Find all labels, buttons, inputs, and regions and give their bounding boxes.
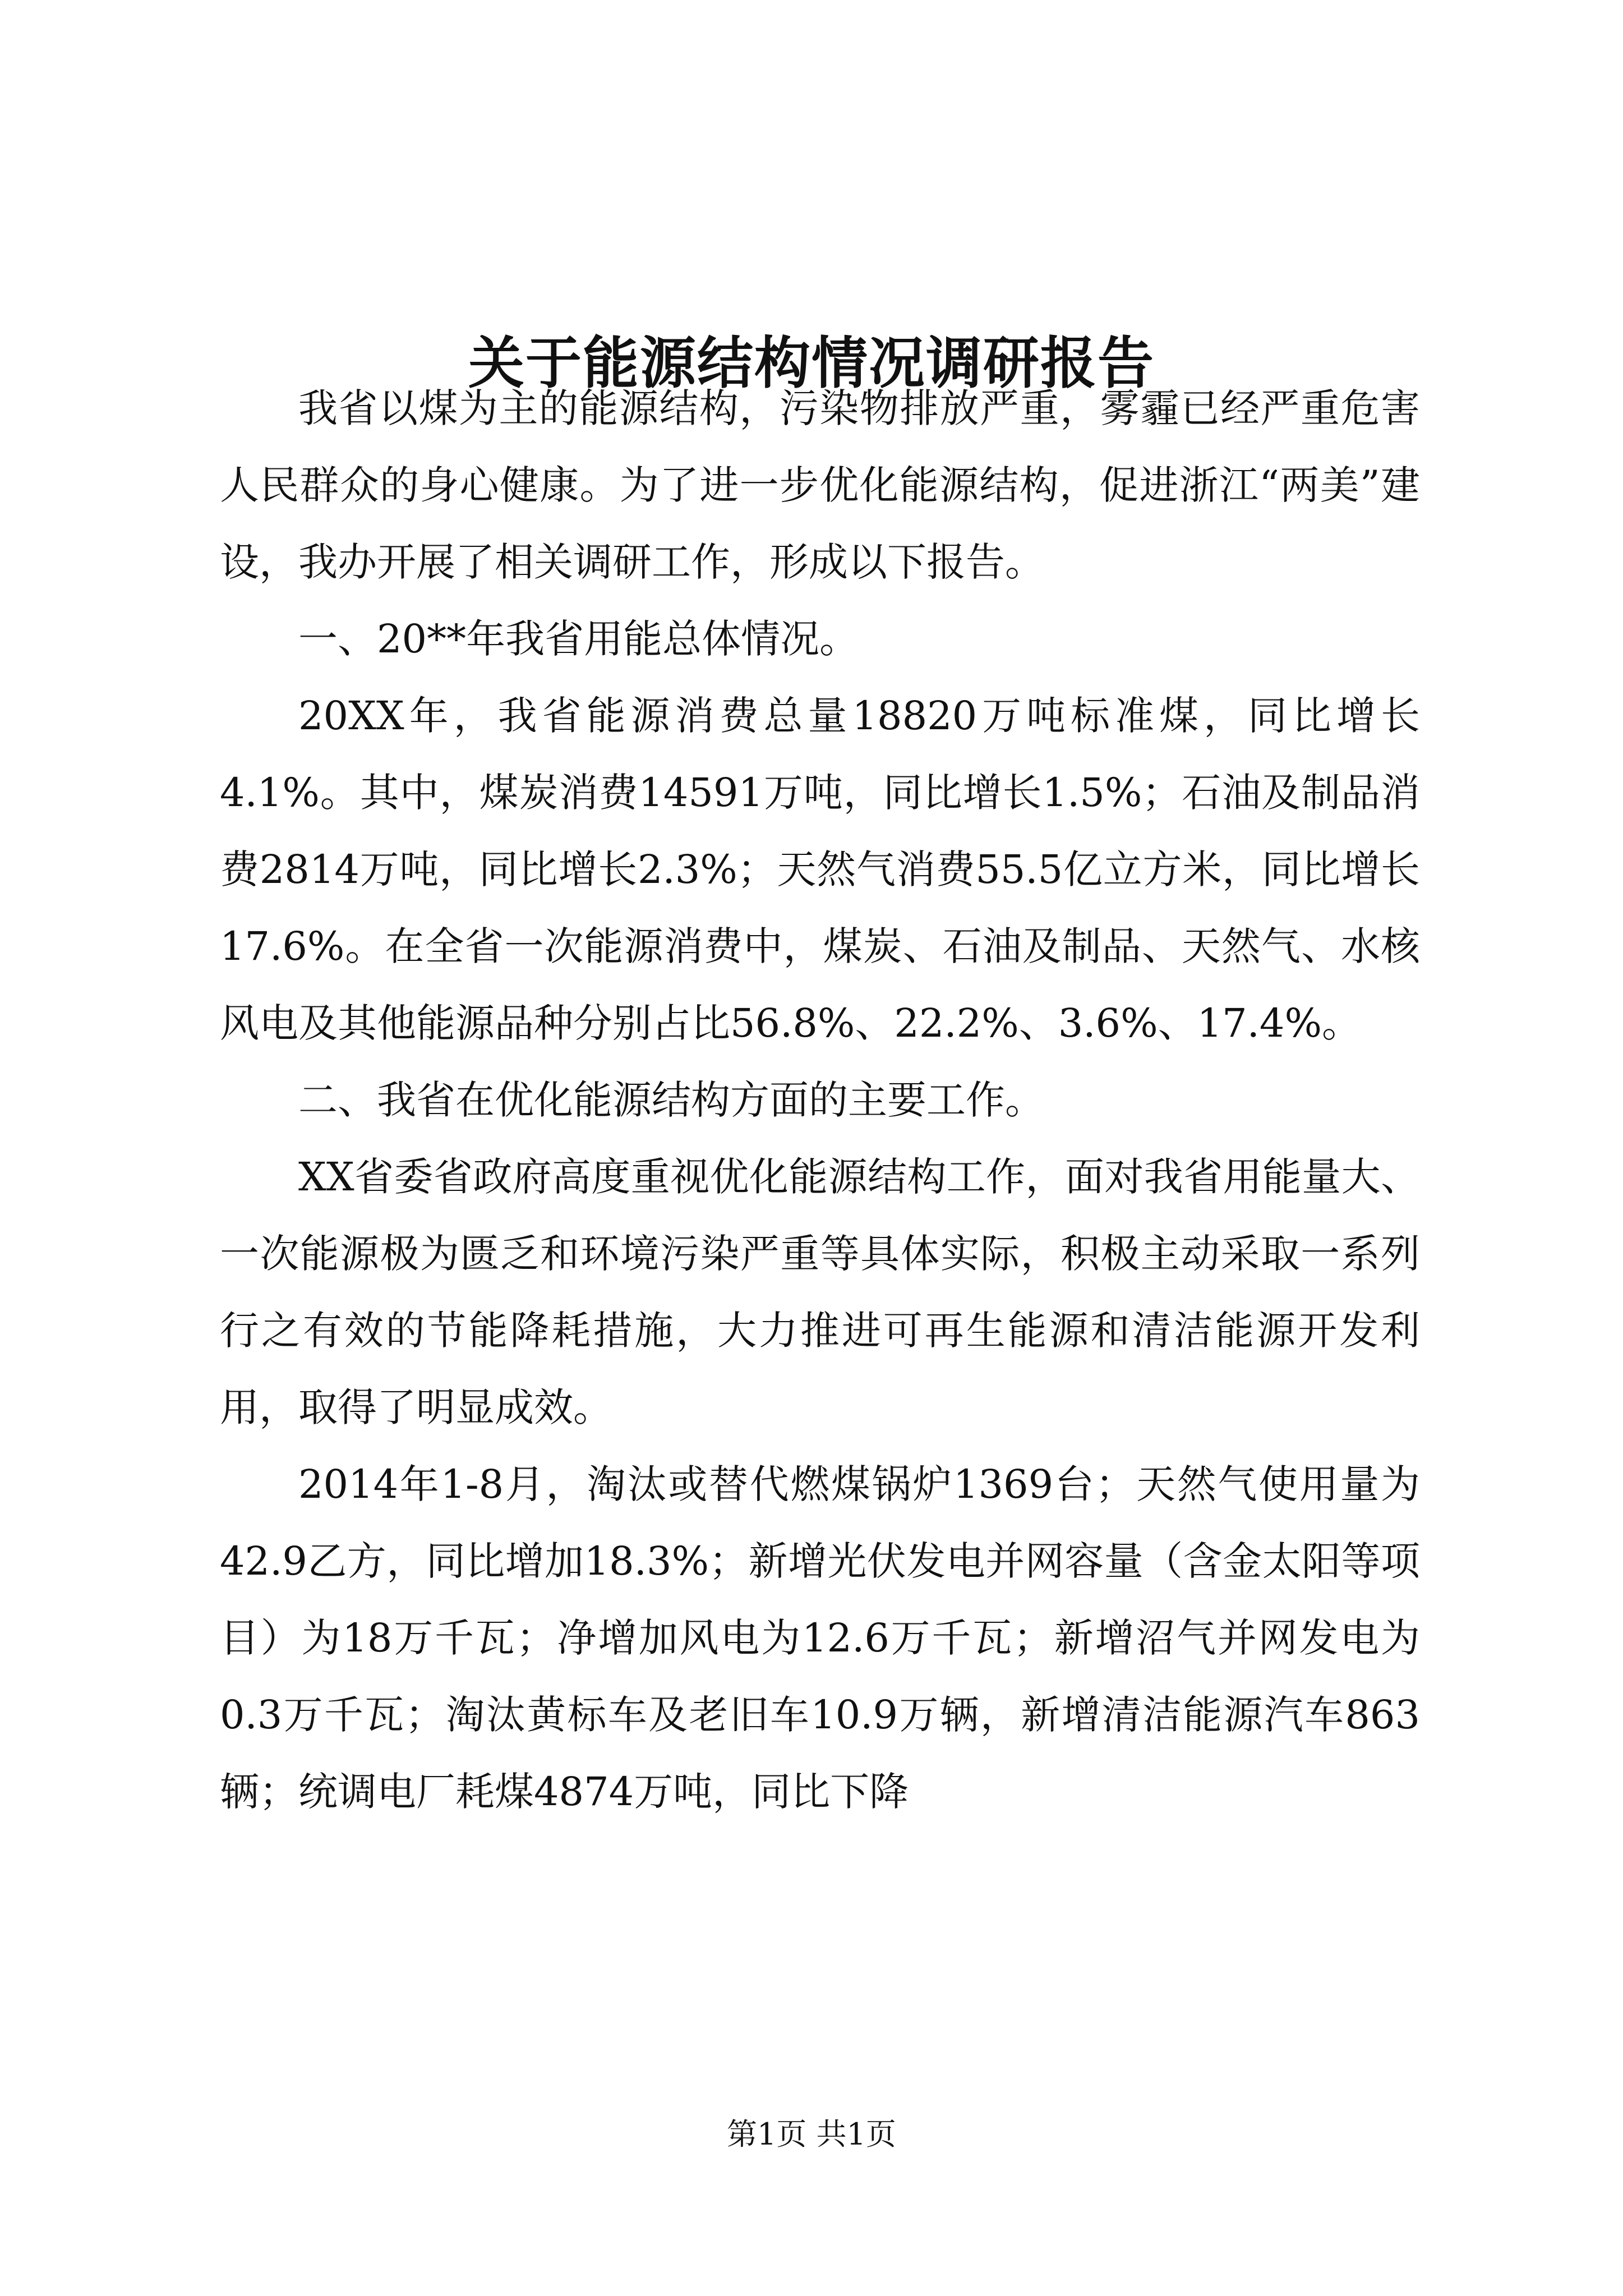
- document-body: [220, 370, 1420, 1830]
- section-heading-1: 一、20**年我省用能总体情况。: [298, 616, 859, 662]
- paragraph-intro: 我省以煤为主的能源结构，污染物排放严重，雾霾已经严重危害人民群众的身心健康。为了进一步优化能源结构，促进浙江“两美”建设，我办开展了相关调研工作，形成以下报告。: [220, 385, 1420, 585]
- page-title: 关于能源结构情况调研报告: [468, 330, 1155, 396]
- section-heading-2: 二、我省在优化能源结构方面的主要工作。: [298, 1077, 1044, 1123]
- paragraph-2014-results: 2014年1-8月，淘汰或替代燃煤锅炉1369台；天然气使用量为42.9乙方，同比增加18.3%；新增光伏发电并网容量（含金太阳等项目）为18万千瓦；净增加风电为12.6万千瓦；新增沼气并网发电为0.3万千瓦；淘汰黄标车及老旧车10.9万辆，新增清洁能源汽车863辆；统调电厂耗煤4874万吨，同比下降: [220, 1461, 1420, 1815]
- paragraph-government-work: XX省委省政府高度重视优化能源结构工作，面对我省用能量大、一次能源极为匮乏和环境污染严重等具体实际，积极主动采取一系列行之有效的节能降耗措施，大力推进可再生能源和清洁能源开发利用，取得了明显成效。: [220, 1154, 1420, 1430]
- paragraph-energy-consumption: 20XX年，我省能源消费总量18820万吨标准煤，同比增长4.1%。其中，煤炭消费14591万吨，同比增长1.5%；石油及制品消费2814万吨，同比增长2.3%；天然气消费55.5亿立方米，同比增长17.6%。在全省一次能源消费中，煤炭、石油及制品、天然气、水核风电及其他能源品种分别占比56.8%、22.2%、3.6%、17.4%。: [220, 693, 1420, 1046]
- page-footer: 第1页 共1页: [727, 2116, 896, 2152]
